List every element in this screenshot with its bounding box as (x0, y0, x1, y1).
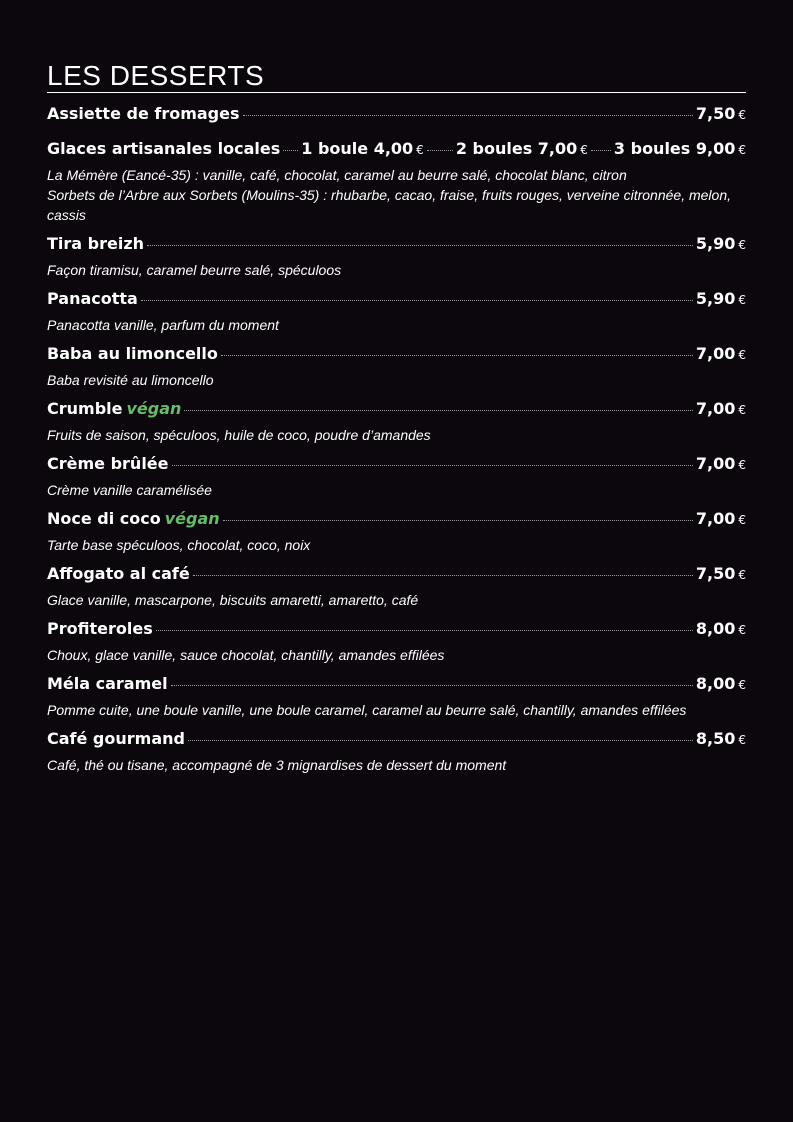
menu-item-affogato (47, 564, 746, 610)
menu-item-creme-brulee (47, 454, 746, 500)
menu-item-panacotta (47, 289, 746, 335)
item-description: Glace vanille, mascarpone, biscuits amaretti, amaretto, café (47, 592, 419, 608)
dot-leader (591, 150, 611, 151)
item-description: Pomme cuite, une boule vanille, une boule caramel, caramel au beurre salé, chantilly, amandes effilées (47, 702, 687, 718)
item-price: 7,00 (695, 399, 736, 418)
item-description: La Mémère (Eancé-35) : vanille, café, chocolat, caramel au beurre salé, chocolat blanc, citron (47, 167, 627, 183)
item-price: 7,00 (695, 344, 736, 363)
vegan-tag: végan (164, 509, 220, 528)
item-price: 7,00 (695, 454, 736, 473)
menu-item-assiette-fromages (47, 104, 746, 130)
item-description: Baba revisité au limoncello (47, 372, 214, 388)
currency-symbol: € (416, 143, 424, 157)
item-name: Glaces artisanales locales (47, 139, 281, 158)
currency-symbol: € (738, 293, 746, 307)
dot-leader (184, 410, 692, 411)
currency-symbol: € (580, 143, 588, 157)
dot-leader (283, 150, 298, 151)
item-price: 8,00 (695, 674, 736, 693)
item-name: Crumble (47, 399, 123, 418)
menu-item-tira-breizh (47, 234, 746, 280)
dot-leader (193, 575, 693, 576)
item-name: Méla caramel (47, 674, 168, 693)
item-name: Tira breizh (47, 234, 145, 253)
currency-symbol: € (738, 143, 746, 157)
menu-title: LES DESSERTS (47, 60, 265, 91)
item-description: Crème vanille caramélisée (47, 482, 212, 498)
dot-leader (171, 685, 693, 686)
item-price: 7,00 (695, 509, 736, 528)
price-option-2: 2 boules 7,00 (455, 139, 578, 158)
currency-symbol: € (738, 403, 746, 417)
item-name: Profiteroles (47, 619, 153, 638)
currency-symbol: € (738, 678, 746, 692)
menu-item-crumble (47, 399, 746, 445)
dot-leader (172, 465, 693, 466)
item-price: 5,90 (695, 234, 736, 253)
item-description: Fruits de saison, spéculoos, huile de coco, poudre d’amandes (47, 427, 431, 443)
item-price: 7,50 (695, 104, 736, 123)
item-price: 8,50 (695, 729, 736, 748)
title-divider (47, 92, 746, 93)
menu-item-profiteroles (47, 619, 746, 665)
currency-symbol: € (738, 238, 746, 252)
dot-leader (141, 300, 693, 301)
item-name: Panacotta (47, 289, 138, 308)
dot-leader (223, 520, 693, 521)
dessert-list (47, 104, 746, 784)
menu-item-glaces (47, 139, 746, 225)
currency-symbol: € (738, 458, 746, 472)
menu-item-noce-di-coco (47, 509, 746, 555)
dot-leader (243, 115, 693, 116)
item-name: Café gourmand (47, 729, 185, 748)
price-option-1: 1 boule 4,00 (301, 139, 414, 158)
item-description: Café, thé ou tisane, accompagné de 3 mignardises de dessert du moment (47, 757, 507, 773)
dot-leader (221, 355, 693, 356)
price-option-3: 3 boules 9,00 (613, 139, 736, 158)
item-price: 7,50 (695, 564, 736, 583)
item-description: Tarte base spéculoos, chocolat, coco, noix (47, 537, 311, 553)
currency-symbol: € (738, 568, 746, 582)
item-name: Baba au limoncello (47, 344, 218, 363)
item-name: Affogato al café (47, 564, 190, 583)
currency-symbol: € (738, 513, 746, 527)
item-name: Assiette de fromages (47, 104, 240, 123)
item-name: Crème brûlée (47, 454, 169, 473)
menu-item-cafe-gourmand (47, 729, 746, 775)
currency-symbol: € (738, 733, 746, 747)
dot-leader (156, 630, 693, 631)
dot-leader (188, 740, 693, 741)
item-description: Sorbets de l’Arbre aux Sorbets (Moulins-35) : rhubarbe, cacao, fraise, fruits rouges, verveine citronnée, melon, cassis (47, 187, 731, 223)
item-name: Noce di coco (47, 509, 161, 528)
item-price: 5,90 (695, 289, 736, 308)
menu-item-mela-caramel (47, 674, 746, 720)
dot-leader (427, 150, 453, 151)
vegan-tag: végan (126, 399, 182, 418)
menu-item-baba (47, 344, 746, 390)
dot-leader (147, 245, 693, 246)
item-description: Choux, glace vanille, sauce chocolat, chantilly, amandes effilées (47, 647, 445, 663)
item-description: Panacotta vanille, parfum du moment (47, 317, 279, 333)
currency-symbol: € (738, 348, 746, 362)
item-description: Façon tiramisu, caramel beurre salé, spéculoos (47, 262, 342, 278)
item-price: 8,00 (695, 619, 736, 638)
currency-symbol: € (738, 108, 746, 122)
currency-symbol: € (738, 623, 746, 637)
